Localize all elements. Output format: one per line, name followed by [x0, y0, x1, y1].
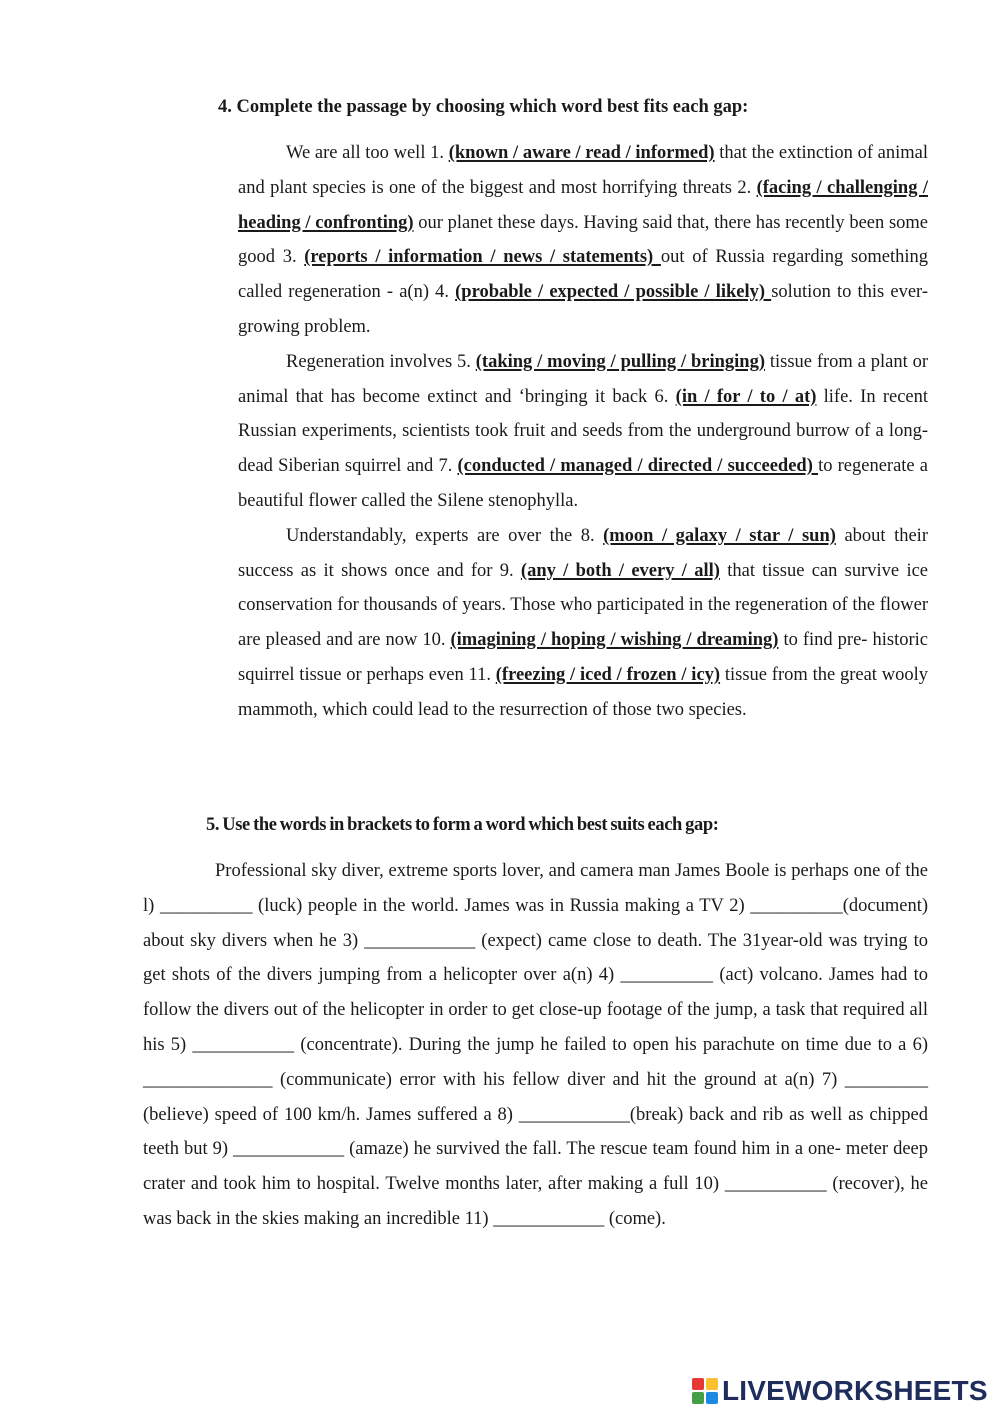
answer-gap[interactable]: ____________	[233, 1139, 345, 1160]
answer-options[interactable]: (known / aware / read / informed)	[448, 143, 715, 163]
passage-text: (amaze) he survived the fall. The rescue team found him in a one- meter deep crater and took him to hospital. Twelve months later, after making a full 10)	[143, 1139, 928, 1195]
passage-text: about sky divers when he 3)	[143, 930, 365, 951]
answer-gap[interactable]: __________	[159, 895, 253, 916]
answer-options[interactable]: (in / for / to / at)	[675, 386, 817, 407]
passage-paragraph	[238, 519, 928, 728]
passage-text: that tissue can survive ice conservation for thousands of years. Those who participated in the regeneration of the flower are pleased and are now 10.	[238, 560, 929, 651]
passage-text: life. In recent Russian experiments, scientists took fruit and seeds from the underground burrow of a long-dead Siberian squirrel and 7.	[238, 386, 929, 477]
answer-gap[interactable]: ___________	[192, 1034, 295, 1055]
answer-options[interactable]: (reports / information / news / statements)	[304, 247, 661, 268]
liveworksheets-logo	[692, 1375, 988, 1407]
liveworksheets-logo-icon	[692, 1378, 718, 1404]
logo-text: LIVEWORKSHEETS	[722, 1375, 988, 1406]
passage-text: (communicate) error with his fellow diver and hit the ground at a(n) 7)	[272, 1069, 845, 1090]
logo-square-1	[692, 1378, 704, 1390]
passage-text: out of Russia regarding something called regeneration - a(n) 4.	[238, 247, 928, 303]
passage-text: (recover), he was back in the skies making an incredible 11)	[143, 1174, 928, 1229]
answer-gap[interactable]: ___________	[724, 1174, 827, 1195]
passage-text: about their success as it shows once and for 9.	[238, 525, 928, 581]
passage-paragraph	[143, 854, 928, 1237]
passage-text: Regeneration involves 5.	[286, 351, 476, 372]
passage-text: tissue from a plant or animal that has become extinct and ‘bringing it back 6.	[238, 351, 928, 407]
answer-options[interactable]: (moon / galaxy / star / sun)	[603, 525, 836, 546]
passage-text: our planet these days. Having said that, there has recently been some good 3.	[238, 212, 929, 268]
answer-gap[interactable]: __________	[620, 965, 714, 986]
answer-options[interactable]: (facing / challenging / heading / confronting)	[238, 177, 928, 233]
section-4-passage	[238, 136, 928, 728]
passage-text: (come).	[604, 1208, 666, 1229]
passage-paragraph	[238, 345, 928, 519]
answer-gap[interactable]: ____________	[364, 930, 476, 951]
passage-text: (expect) came close to death. The 31year-old was trying to get shots of the divers jumping from a helicopter over a(n) 4)	[143, 930, 928, 986]
passage-text: back and rib as well as chipped teeth but 9)	[143, 1104, 928, 1160]
answer-gap[interactable]: ______________	[143, 1069, 273, 1090]
answer-options[interactable]: (conducted / managed / directed / succeeded)	[457, 456, 819, 477]
answer-gap[interactable]: ____________	[493, 1208, 605, 1229]
answer-options[interactable]: (probable / expected / possible / likely)	[455, 282, 772, 303]
passage-text: to find pre- historic squirrel tissue or perhaps even 11.	[238, 630, 928, 685]
passage-text: to regenerate a beautiful flower called the Silene stenophylla.	[238, 456, 929, 511]
passage-text: We are all too well 1.	[286, 143, 449, 163]
logo-square-2	[706, 1378, 718, 1390]
passage-text: Understandably, experts are over the 8.	[286, 525, 604, 546]
passage-text: (act) volcano. James had to follow the divers out of the helicopter in order to get close-up footage of the jump, a task that required all his 5)	[143, 965, 928, 1055]
answer-options[interactable]: (taking / moving / pulling / bringing)	[475, 351, 765, 372]
passage-text: tissue from the great wooly mammoth, which could lead to the resurrection of those two species.	[238, 664, 928, 720]
logo-square-4	[706, 1392, 718, 1404]
answer-gap[interactable]: __________(document)	[750, 895, 929, 916]
passage-text: solution to this ever-growing problem.	[238, 282, 928, 337]
passage-text: (concentrate). During the jump he failed to open his parachute on time due to a 6)	[294, 1034, 928, 1055]
section-5-heading: 5. Use the words in brackets to form a word which best suits each gap:	[206, 815, 719, 835]
passage-text: (luck) people in the world. James was in Russia making a TV 2)	[252, 895, 751, 916]
logo-square-3	[692, 1392, 704, 1404]
passage-paragraph	[238, 136, 928, 345]
answer-gap[interactable]: _________	[844, 1069, 928, 1090]
passage-text: that the extinction of animal and plant species is one of the biggest and most horrifying threats 2.	[238, 143, 928, 198]
section-5-passage	[143, 854, 928, 1237]
section-4-heading: 4. Complete the passage by choosing which word best fits each gap:	[218, 97, 749, 117]
answer-options[interactable]: (imagining / hoping / wishing / dreaming)	[450, 630, 779, 651]
answer-options[interactable]: (freezing / iced / frozen / icy)	[495, 664, 721, 685]
passage-text: (believe) speed of 100 km/h. James suffered a 8)	[143, 1104, 519, 1125]
passage-text: Professional sky diver, extreme sports lover, and camera man James Boole is perhaps one of the l)	[143, 861, 928, 916]
answer-options[interactable]: (any / both / every / all)	[520, 560, 720, 581]
answer-gap[interactable]: ____________(break)	[518, 1104, 684, 1125]
